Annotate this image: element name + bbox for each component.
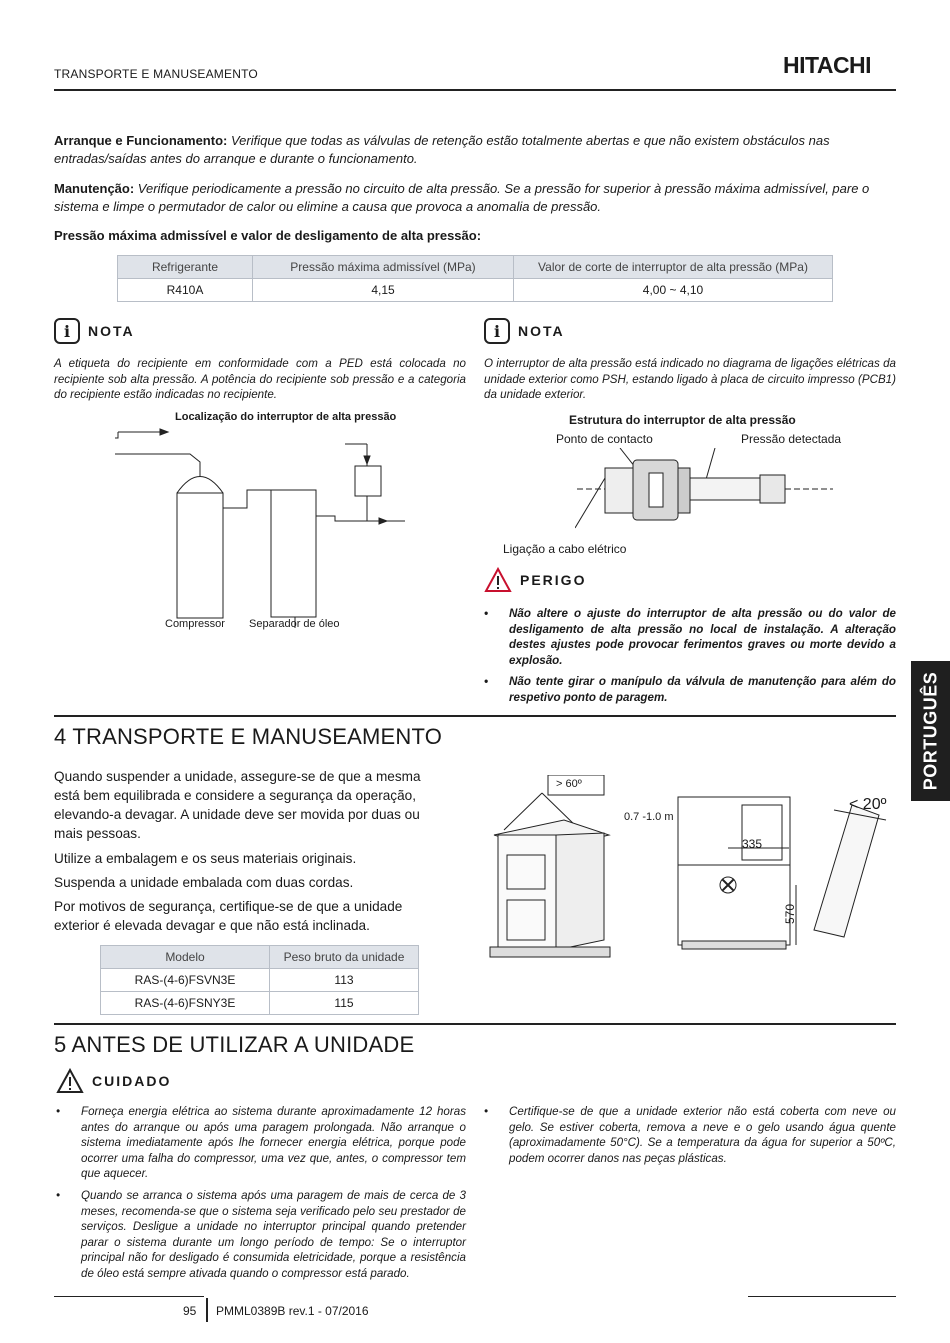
startup-text: Verifique que todas as válvulas de retenção estão totalmente abertas e que não existem obstáculos nas entradas/saídas antes do arranque e durante o funcionamento. [54,133,830,166]
col-max-pressure: Pressão máxima admissível (MPa) [253,256,514,279]
caution-list-left [54,1104,466,1288]
warning-icon [56,1068,84,1094]
maintenance-paragraph [54,180,896,216]
section4-paragraph: Utilize a embalagem e os seus materiais originais. [54,851,357,866]
tilt-label: < 20º [849,796,887,813]
note-right-header [484,318,565,344]
switch-structure-title: Estrutura do interruptor de alta pressão [569,413,796,427]
detected-pressure-label: Pressão detectada [741,432,842,446]
width-label: 335 [742,837,763,851]
table-row [101,969,419,992]
note-right-text: O interruptor de alta pressão está indicado no diagrama de ligações elétricas da unidade exterior como PSH, estando ligado à placa de circuito impresso (PCB1) da unidade exterior. [484,357,896,402]
page-number: 95 [183,1304,197,1318]
note-left-text: A etiqueta do recipiente em conformidade com a PED está colocada no recipiente sob alta pressão. A potência do recipiente sob pressão e a categoria do recipiente estão indicadas no recipiente. [54,357,466,402]
section4-title: 4 TRANSPORTE E MANUSEAMENTO [54,724,443,749]
info-icon: i [54,318,80,344]
angle-label: > 60º [556,778,582,790]
maintenance-label: Manutenção: [54,181,135,196]
startup-label: Arranque e Funcionamento: [54,133,228,148]
maintenance-text: Verifique periodicamente a pressão no circuito de alta pressão. Se a pressão for superior à pressão máxima admissível, pare o sistema e limpe o permutador de calor ou elimine a causa que provoca a anomalia de pressão. [54,181,870,214]
danger-label: PERIGO [520,572,587,588]
cell-max-pressure: 4,15 [253,279,514,302]
language-tab-label: PORTUGUÊS [920,671,940,791]
section4-paragraph: Quando suspender a unidade, assegure-se de que a mesma está bem equilibrada e considere a segurança da operação, elevando-a devagar. A unidade deve ser movida por duas ou mais pessoas. [54,769,421,841]
weight-table [100,945,419,1015]
footer-divider [206,1298,208,1322]
weight-table-header [101,946,419,969]
danger-header [484,567,586,593]
danger-list [482,606,896,712]
cell-cutoff: 4,00 ~ 4,10 [514,279,833,302]
table-row [118,279,833,302]
pressure-table-title: Pressão máxima admissível e valor de desligamento de alta pressão: [54,228,482,243]
cell-model: RAS-(4-6)FSNY3E [101,992,270,1015]
table-row [101,992,419,1015]
pressure-table-header [118,256,833,279]
caution-header [56,1068,171,1094]
section5-rule [54,1023,896,1025]
section4-paragraph: Suspenda a unidade embalada com duas cordas. [54,875,354,890]
note-right-label: NOTA [518,323,565,339]
compressor-label: Compressor [165,618,225,630]
list-item: • Certifique-se de que a unidade exterior não está coberta com neve ou gelo. Se estiver coberta, remova a neve e o gelo usando água quente (aproximadamente 50°C). Se a temperatura da água for superior a 50ºC, podem ocorrer danos nas peças plásticas. [482,1104,896,1166]
section4-body [54,767,446,935]
switch-structure-diagram [575,448,835,543]
header-title: TRANSPORTE E MANUSEAMENTO [54,67,258,81]
section5-title: 5 ANTES DE UTILIZAR A UNIDADE [54,1032,415,1057]
info-icon: i [484,318,510,344]
switch-location-title: Localização do interruptor de alta pressão [175,411,397,423]
note-left-header [54,318,135,344]
separator-label: Separador de óleo [249,618,340,630]
pressure-table [117,255,833,302]
col-refrigerant: Refrigerante [118,256,253,279]
language-tab[interactable] [911,661,950,801]
col-cutoff: Valor de corte de interruptor de alta pressão (MPa) [514,256,833,279]
header-rule [54,89,896,91]
distance-label: 0.7 -1.0 m [624,811,674,823]
caution-label: CUIDADO [92,1073,172,1089]
cell-weight: 113 [270,969,419,992]
caution-list-right [482,1104,896,1172]
document-reference: PMML0389B rev.1 - 07/2016 [216,1304,369,1318]
footer-rule-left [54,1296,204,1297]
list-item: • Não tente girar o manípulo da válvula de manutenção para além do respetivo ponto de paragem. [482,674,896,705]
hitachi-logo: HITACHI [783,52,872,78]
footer-rule-right [748,1296,896,1297]
startup-paragraph [54,132,896,168]
lifting-figure [484,775,894,960]
height-label: 570 [783,903,798,925]
cell-weight: 115 [270,992,419,1015]
col-model: Modelo [101,946,270,969]
section4-paragraph: Por motivos de segurança, certifique-se de que a unidade exterior é elevada devagar e que não está inclinada. [54,899,403,933]
switch-location-diagram [115,428,415,628]
list-item: • Quando se arranca o sistema após uma paragem de mais de cerca de 3 meses, recomenda-se que o sistema seja verificado pelo seu prestador de serviços. Desligue a unidade no interruptor principal quando pretender parar o sistema durante um longo período de tempo: Se o interruptor principal não for desligado é consumida eletricidade, porque a resistência de óleo está sempre ativada quando o compressor está parado. [54,1188,466,1282]
contact-point-label: Ponto de contacto [556,432,653,446]
section4-rule [54,715,896,717]
list-item: • Não altere o ajuste do interruptor de alta pressão ou do valor de desligamento de alta pressão no local de instalação. A alteração destes ajustes pode provocar ferimentos graves ou morte devido a explosão. [482,606,896,668]
cell-model: RAS-(4-6)FSVN3E [101,969,270,992]
note-left-label: NOTA [88,323,135,339]
cell-refrigerant: R410A [118,279,253,302]
warning-icon [484,567,512,593]
col-weight: Peso bruto da unidade [270,946,419,969]
cable-label: Ligação a cabo elétrico [503,542,627,556]
list-item: • Forneça energia elétrica ao sistema durante aproximadamente 12 horas antes do arranque ou após uma paragem prolongada. Não arranque o sistema imediatamente após lhe fornecer energia elétrica, porque pode ocorrer uma falha do compressor, uma vez que, antes, o compressor tem que aquecer. [54,1104,466,1182]
